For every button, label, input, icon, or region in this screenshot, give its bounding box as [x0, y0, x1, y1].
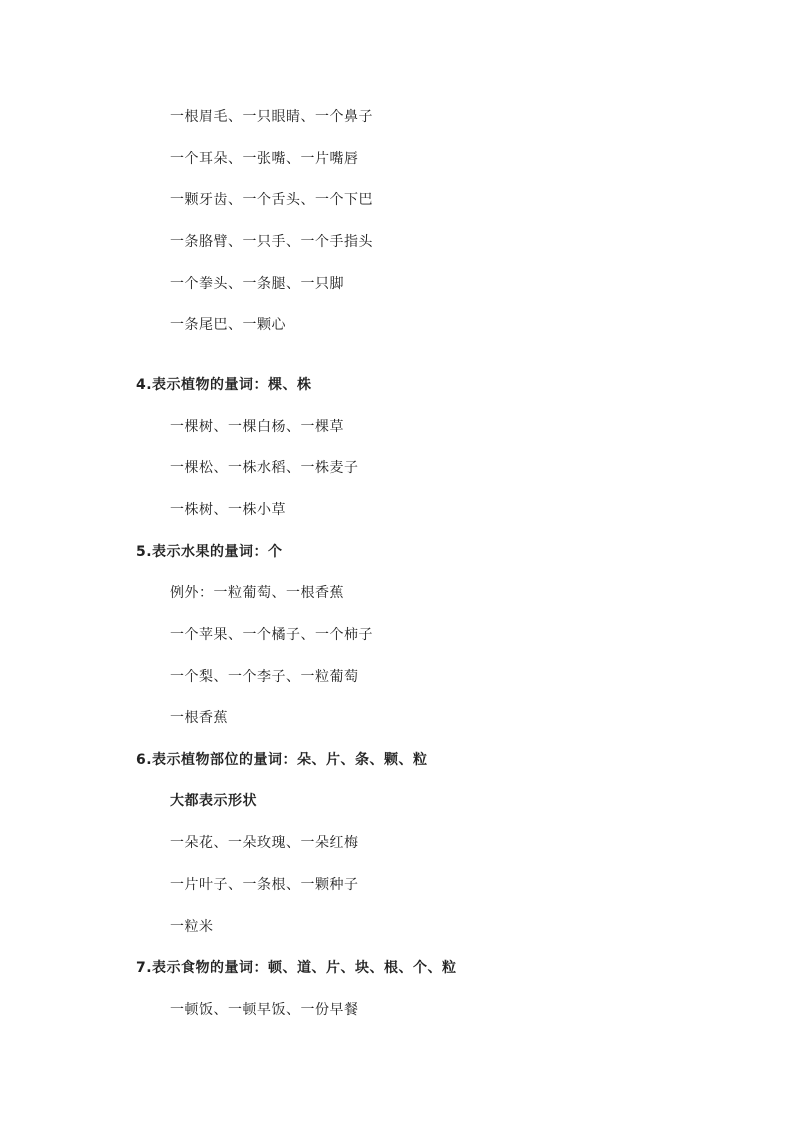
text-line-fruit-exception: 例外：一粒葡萄、一根香蕉: [170, 585, 344, 601]
text-line-body-1: 一条胳臂、一只手、一个手指头: [170, 234, 373, 250]
section-heading-plant-parts: 6.表示植物部位的量词：朵、片、条、颗、粒: [136, 752, 428, 768]
text-line-plants-3: 一株树、一株小草: [170, 502, 286, 518]
text-line-parts-1: 一朵花、一朵玫瑰、一朵红梅: [170, 835, 359, 851]
text-line-fruit-3: 一根香蕉: [170, 710, 228, 726]
text-line-body-2: 一个拳头、一条腿、一只脚: [170, 276, 344, 292]
text-line-body-3: 一条尾巴、一颗心: [170, 317, 286, 333]
text-line-face-3: 一颗牙齿、一个舌头、一个下巴: [170, 192, 373, 208]
section-heading-food: 7.表示食物的量词：顿、道、片、块、根、个、粒: [136, 960, 457, 976]
section-heading-fruit: 5.表示水果的量词：个: [136, 544, 283, 560]
text-line-plants-2: 一棵松、一株水稻、一株麦子: [170, 460, 359, 476]
text-line-food-1: 一顿饭、一顿早饭、一份早餐: [170, 1002, 359, 1018]
text-line-fruit-2: 一个梨、一个李子、一粒葡萄: [170, 669, 359, 685]
text-line-parts-3: 一粒米: [170, 919, 214, 935]
section-heading-plants: 4.表示植物的量词：棵、株: [136, 377, 312, 393]
text-line-face-1: 一根眉毛、一只眼睛、一个鼻子: [170, 109, 373, 125]
text-line-fruit-1: 一个苹果、一个橘子、一个柿子: [170, 627, 373, 643]
text-line-plants-1: 一棵树、一棵白杨、一棵草: [170, 419, 344, 435]
subheading-shape: 大都表示形状: [170, 793, 257, 809]
text-line-parts-2: 一片叶子、一条根、一颗种子: [170, 877, 359, 893]
text-line-face-2: 一个耳朵、一张嘴、一片嘴唇: [170, 151, 359, 167]
